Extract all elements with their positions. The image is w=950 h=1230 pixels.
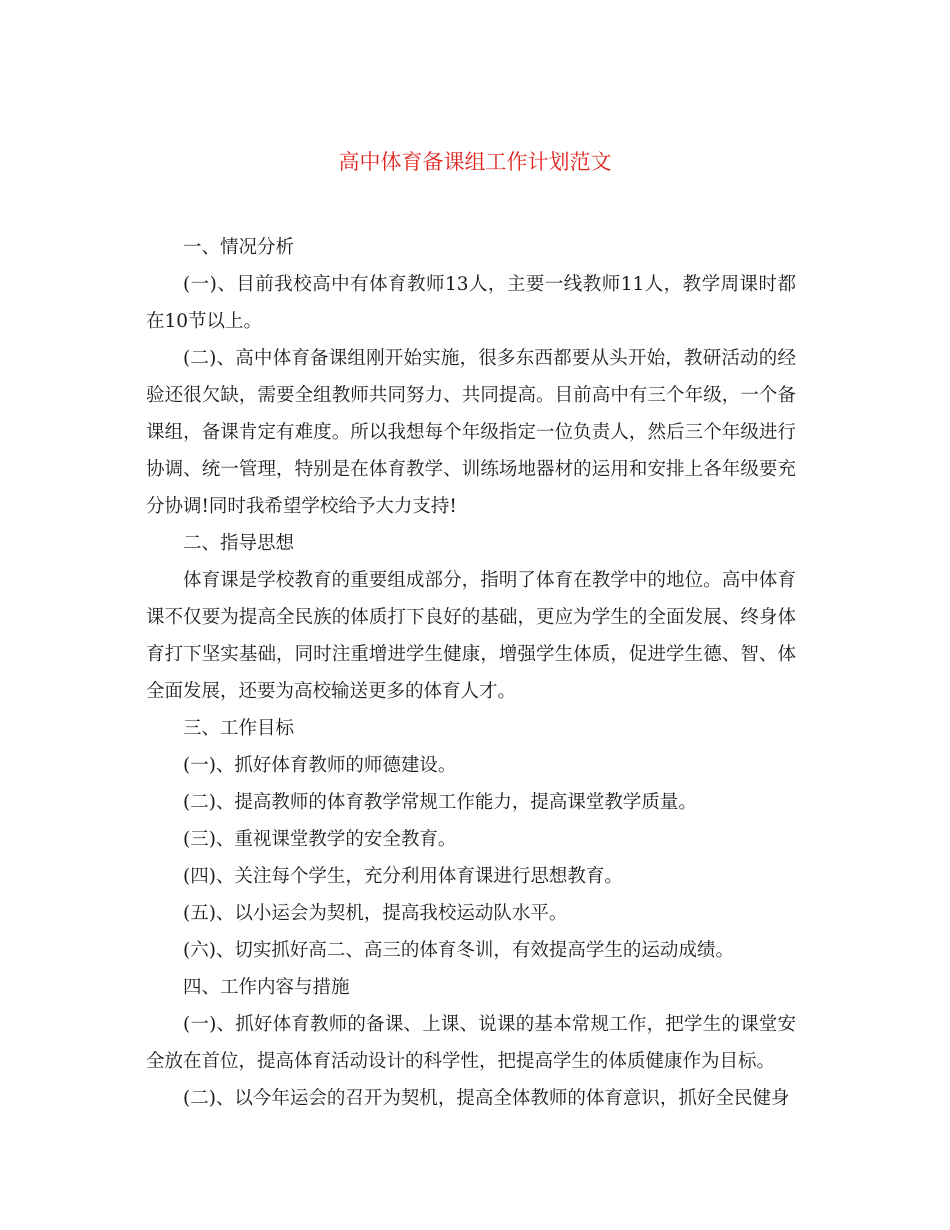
heading-situation-analysis: 一、情况分析 [183,237,295,258]
heading-guiding-ideology: 二、指导思想 [183,533,295,554]
heading-work-content: 四、工作内容与措施 [183,977,350,998]
paragraph: (一)、目前我校高中有体育教师13人，主要一线教师11人，教学周课时都在10节以上。 [146,274,796,332]
heading-work-goals: 三、工作目标 [183,718,295,739]
paragraph: (二)、以今年运会的召开为契机，提高全体教师的体育意识，抓好全民健身 [183,1088,790,1109]
list-item: (六)、切实抓好高二、高三的体育冬训，有效提高学生的运动成绩。 [183,940,734,961]
paragraph: 体育课是学校教育的重要组成部分，指明了体育在教学中的地位。高中体育课不仅要为提高全民族的体质打下良好的基础，更应为学生的全面发展、终身体育打下坚实基础，同时注重增进学生健康，增强学生体质，促进学生德、智、体全面发展，还要为高校输送更多的体育人才。 [146,570,796,702]
paragraph: (一)、抓好体育教师的备课、上课、说课的基本常规工作，把学生的课堂安全放在首位，提高体育活动设计的科学性，把提高学生的体质健康作为目标。 [146,1014,796,1072]
list-item: (四)、关注每个学生，充分利用体育课进行思想教育。 [183,866,623,887]
list-item: (二)、提高教师的体育教学常规工作能力，提高课堂教学质量。 [183,792,697,813]
document-title: 高中体育备课组工作计划范文 [338,150,612,174]
list-item: (一)、抓好体育教师的师德建设。 [183,755,457,776]
list-item: (五)、以小运会为契机，提高我校运动队水平。 [183,903,568,924]
list-item: (三)、重视课堂教学的安全教育。 [183,829,457,850]
document-body [146,229,796,1117]
paragraph: (二)、高中体育备课组刚开始实施，很多东西都要从头开始，教研活动的经验还很欠缺，需要全组教师共同努力、共同提高。目前高中有三个年级，一个备课组，备课肯定有难度。所以我想每个年级指定一位负责人，然后三个年级进行协调、统一管理，特别是在体育教学、训练场地器材的运用和安排上各年级要充分协调!同时我希望学校给予大力支持! [146,348,796,517]
